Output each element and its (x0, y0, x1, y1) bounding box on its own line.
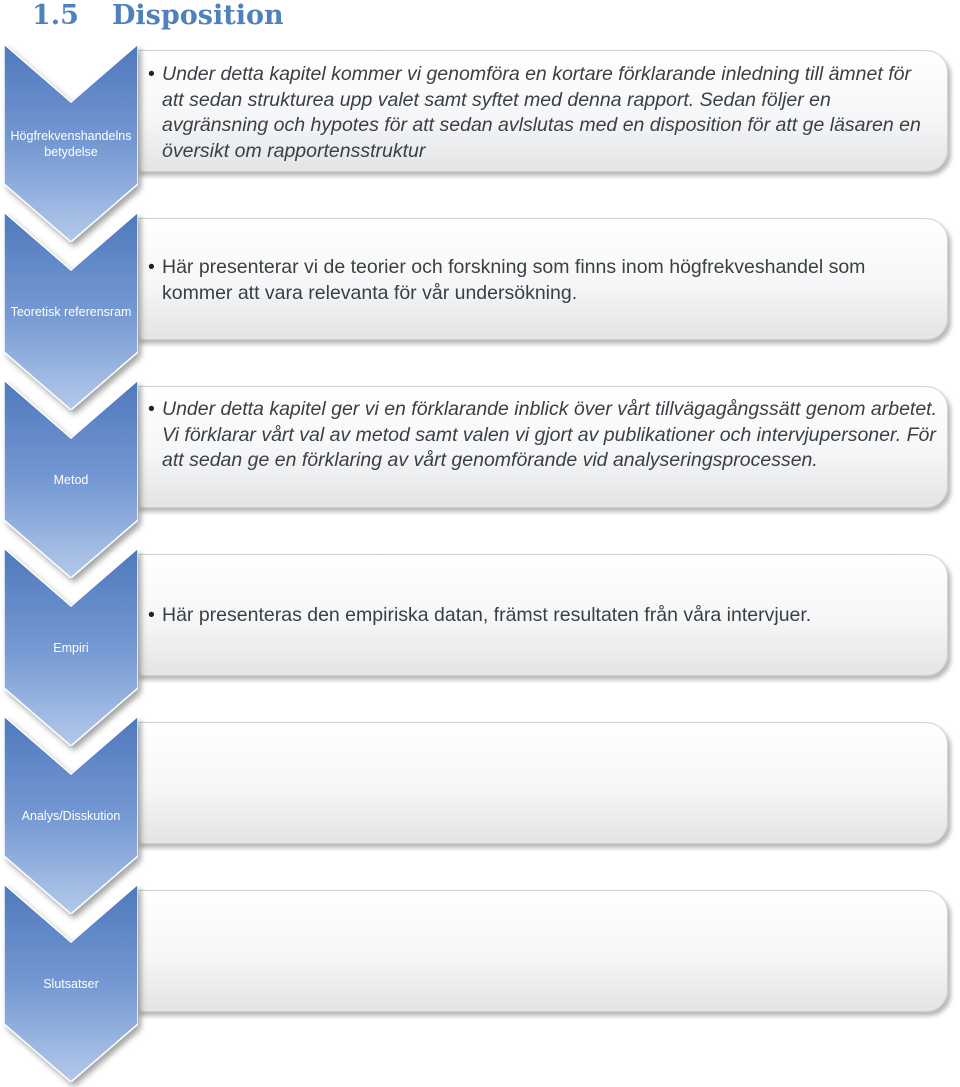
step-6-label: Slutsatser (43, 977, 99, 991)
step-4-text: • Här presenteras den empiriska datan, främst resultaten från våra intervjuer. (148, 603, 938, 629)
step-3-text: • Under detta kapitel ger vi en förklarande inblick över vårt tillvägagångssätt genom arbetet. Vi förklarar vårt val av metod samt valen vi gjort av publikationer och intervjupersoner. För att sedan ge en förklaring av vårt genomförande vid analyseringsprocessen. (148, 397, 938, 474)
step-5-label: Analys/Disskution (21, 809, 121, 823)
step-1-label: Högfrekvenshandelns betydelse (10, 129, 132, 159)
section-title: Disposition (112, 0, 284, 31)
section-number: 1.5 (32, 0, 79, 31)
step-4-label: Empiri (53, 641, 89, 655)
section-heading (32, 0, 284, 36)
step-5-box (136, 722, 948, 844)
step-6-box (136, 890, 948, 1012)
step-6-chevron (4, 884, 138, 1082)
step-3-label: Metod (53, 473, 89, 487)
step-1-text: • Under detta kapitel kommer vi genomföra en kortare förklarande inledning till ämnet för att sedan strukturea upp valet samt syftet med denna rapport. Sedan följer en avgränsning och hypotes för att sedan avlslutas med en disposition för att ge läsaren en översikt om rapportensstruktur (148, 62, 938, 164)
step-2-label: Teoretisk referensram (10, 305, 132, 319)
step-2-text: • Här presenterar vi de teorier och forskning som finns inom högfrekveshandel som kommer att vara relevanta för vår undersökning. (148, 255, 938, 306)
